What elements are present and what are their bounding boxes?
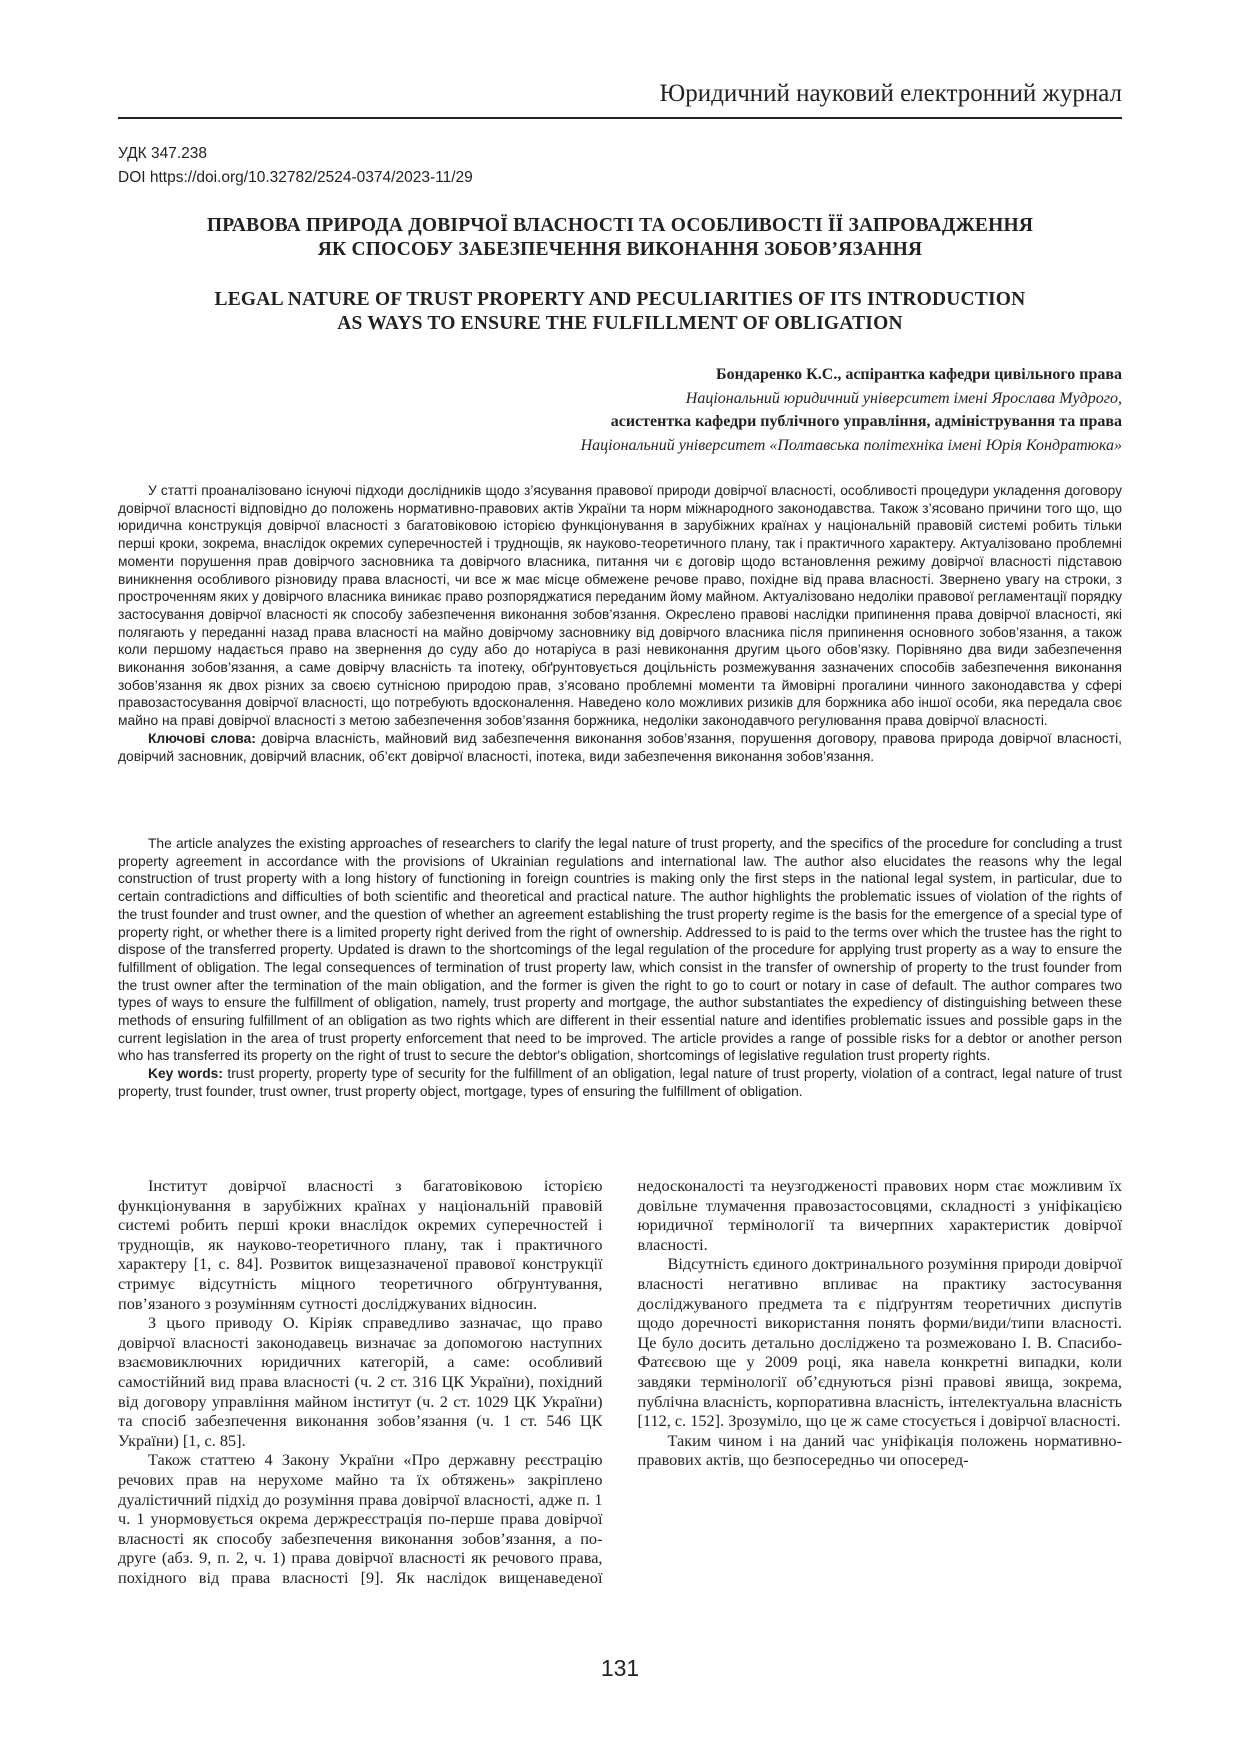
body-paragraph: З цього приводу О. Кіріяк справедливо зазначає, що право довірчої власності законодавець визначає за допомогою наступних взаємовиключних юридичних категорій, а саме: особливий самостійний вид права власності (ч. 2 ст. 316 ЦК України), похідний від договору управління майном інститут (ч. 2 ст. 1029 ЦК України) та спосіб забезпечення виконання зобов’язання (ч. 1 ст. 546 ЦК України) [1, с. 85].	[118, 1313, 603, 1450]
abstract-ukrainian-text: У статті проаналізовано існуючі підходи дослідників щодо з’ясування правової природи довірчої власності, особливості процедури укладення договору довірчої власності відповідно до положень нормативно-правових актів України та норм міжнародного законодавства. Також з’ясовано причини того що, що юридична конструкція довірчої власності з багатовіковою історією функціонування в зарубіжних країнах у національній правовій системі робить тільки перші кроки, зокрема, внаслідок окремих суперечностей і труднощів, як науково-теоретичного плану, так і практичного характеру. Актуалізовано проблемні моменти порушення прав довірчого засновника та довірчого власника, питання чи є договір щодо встановлення режиму довірчої власності підставою виникнення особливого різновиду права власності, чи все ж має місце обмежене речове право, похідне від права власності. Звернено увагу на строки, з простроченням яких у довірчого власника виникає право розпоряджатися переданим йому майном. Актуалізовано недоліки правової регламентації порядку застосування довірчої власності як способу забезпечення виконання зобов’язання. Окреслено правові наслідки припинення права довірчої власності, які полягають у переданні назад права власності на майно довірчому засновнику від довірчого власника після припинення основного зобов’язання, а також коли першому надається право на звернення до суду або до нотаріуса в разі невиконання другим цього обов’язку. Порівняно два види забезпечення виконання зобов’язання, а саме довірчу власність та іпотеку, обґрунтовується доцільність розмежування зазначених способів забезпечення виконання зобов’язання як двох різних за своєю сутнісною природою прав, з’ясовано проблемні моменти та ймовірні прогалини чинного законодавства у сфері правозастосування довірчої власності, що потребують вдосконалення. Наведено коло можливих ризиків для боржника або іншої особи, яка передала своє майно на праві довірчої власності з метою забезпечення зобов’язання боржника, недоліки законодавчого регулювання права довірчої власності.	[118, 483, 1122, 729]
title-english-line1: LEGAL NATURE OF TRUST PROPERTY AND PECULIARITIES OF ITS INTRODUCTION	[214, 289, 1026, 310]
body-paragraph: Відсутність єдиного доктринального розуміння природи довірчої власності негативно впливає на практику застосування досліджуваного предмета та є підґрунтям теоретичних диспутів щодо доречності використання понять форми/види/типи власності. Це було досить детально досліджено та розмежовано І. В. Спасибо-Фатєєвою ще у 2009 році, яка навела конкретні випадки, коли завдяки термінології об’єднуються різні правові явища, зокрема, публічна власність, корпоративна власність, інтелектуальна власність [112, с. 152]. Зрозуміло, що це ж саме стосується і довірчої власності.	[637, 1254, 1122, 1431]
page-number: 131	[600, 1655, 640, 1681]
keywords-english	[118, 1065, 1122, 1100]
abstract-english-text: The article analyzes the existing approaches of researchers to clarify the legal nature of trust property, and the specifics of the procedure for concluding a trust property agreement in accordance with the provisions of Ukrainian regulations and international law. The author also elucidates the reasons why the legal construction of trust property with a long history of functioning in foreign countries is making only the first steps in the national legal system, in particular, due to certain contradictions and difficulties of both scientific and theoretical and practical nature. The author highlights the problematic issues of violation of the rights of the trust founder and trust owner, and the question of whether an agreement establishing the trust property regime is the basis for the emergence of a special type of property right, or whether there is a limited property right derived from the right of ownership. Addressed to is paid to the terms over which the trustee has the right to dispose of the transferred property. Updated is drawn to the shortcomings of the legal regulation of the procedure for applying trust property as a way to ensure the fulfillment of obligation. The legal consequences of termination of trust property law, which consist in the transfer of ownership of property to the trust founder from the trust owner after the termination of the main obligation, and the former is given the right to go to court or notary in case of default. The author compares two types of ways to ensure the fulfillment of obligation, namely, trust property and mortgage, the author substantiates the expediency of distinguishing between these methods of ensuring fulfillment of an obligation as two rights which are different in their essential nature and identifies problematic issues and possible gaps in the current legislation in the area of trust property enforcement that need to be improved. The article provides a range of possible risks for a debtor or another person who has transferred its property on the right of trust to secure the debtor's obligation, shortcomings of legislative regulation trust property rights.	[118, 836, 1122, 1064]
body-text	[118, 1176, 1122, 1596]
title-ukrainian-line2: ЯК СПОСОБУ ЗАБЕЗПЕЧЕННЯ ВИКОНАННЯ ЗОБОВ’ЯЗАННЯ	[317, 239, 923, 260]
title-ukrainian	[118, 214, 1122, 262]
keywords-ukrainian-label: Ключові слова:	[148, 730, 256, 746]
abstract-ukrainian	[118, 482, 1122, 765]
body-paragraph: Таким чином і на даний час уніфікація положень нормативно-правових актів, що безпосередньо чи опосеред-	[637, 1430, 1122, 1470]
header-rule	[118, 117, 1122, 119]
keywords-ukrainian-list: довірча власність, майновий вид забезпечення виконання зобов’язання, порушення договору, правова природа довірчої власності, довірчий засновник, довірчий власник, об’єкт довірчої власності, іпотека, види забезпечення виконання зобов’язання.	[118, 730, 1122, 764]
keywords-english-list: trust property, property type of security for the fulfillment of an obligation, legal nature of trust property, violation of a contract, legal nature of trust property, trust founder, trust owner, trust property object, mortgage, types of ensuring the fulfillment of obligation.	[118, 1066, 1122, 1099]
doi-link[interactable]: DOI https://doi.org/10.32782/2524-0374/2023-11/29	[118, 169, 473, 186]
author-position-2: асистентка кафедри публічного управління, адміністрування та права	[610, 413, 1122, 430]
author-block	[581, 363, 1122, 457]
udc-code: УДК 347.238	[118, 145, 208, 162]
article-meta	[118, 142, 473, 190]
keywords-ukrainian	[118, 730, 1122, 765]
body-paragraph: Інститут довірчої власності з багатовіковою історією функціонування в зарубіжних країнах у національній правовій системі робить перші кроки внаслідок окремих суперечностей і труднощів, як науково-теоретичного плану, так і практичного характеру [1, с. 84]. Розвиток вищезазначеної правової конструкції стримує відсутність міцного теоретичного обґрунтування, пов’язаного з розумінням сутності досліджуваних відносин.	[118, 1176, 603, 1313]
title-ukrainian-line1: ПРАВОВА ПРИРОДА ДОВІРЧОЇ ВЛАСНОСТІ ТА ОСОБЛИВОСТІ ЇЇ ЗАПРОВАДЖЕННЯ	[206, 215, 1034, 236]
author-university-1: Національний юридичний університет імені Ярослава Мудрого,	[685, 389, 1122, 407]
title-english	[118, 288, 1122, 336]
journal-title: Юридичний науковий електронний журнал	[659, 80, 1122, 107]
abstract-english	[118, 835, 1122, 1101]
body-paragraph: Також статтею 4 Закону України «Про державну реєстрацію речових прав на нерухоме майно та їх обтяжень» закріплено дуалістичний підхід до розуміння права довірчої власності, адже п. 1 ч. 1 унормовується окрема держреєстрація по-перше права довірчої власності як способу забезпечення виконання зобов’язання, а по-друге (абз. 9, п. 2, ч. 1) права довірчої власності як речового права, похідного від права власності [9]. Як наслідок вищенаведеної недосконалості та неузгодженості правових норм стає можливим їх довільне тлумачення правозастосовцями, складності з уніфікацією юридичної термінології та вичерпних характеристик довірчої власності.	[118, 1176, 1122, 1587]
author-name-position: Бондаренко К.С., аспірантка кафедри цивільного права	[716, 366, 1122, 383]
author-university-2: Національний університет «Полтавська політехніка імені Юрія Кондратюка»	[580, 436, 1122, 454]
title-english-line2: AS WAYS TO ENSURE THE FULFILLMENT OF OBLIGATION	[337, 313, 903, 334]
keywords-english-label: Key words:	[148, 1066, 223, 1082]
